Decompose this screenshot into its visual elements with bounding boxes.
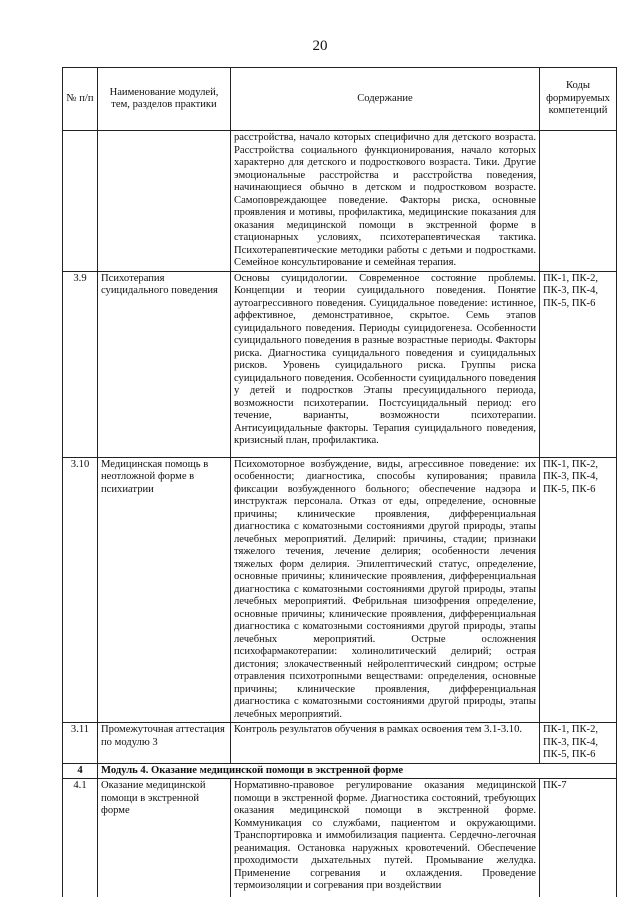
curriculum-table (62, 67, 617, 897)
row-topic: Промежуточная аттестация по модулю 3 (98, 723, 231, 764)
row-content: расстройства, начало которых специфично для детского возраста. Расстройства социального функционирования, начало которых характерно для детского и подросткового возраста. Тики. Другие эмоциональные расстройства и расстройства поведения, начинающиеся обычно в детском и подростковом возрасте. Самоповреждающее поведение. Факторы риска, основные проявления и мотивы, профилактика, медицинские показания для оказания медицинской помощи в экстренной форме в стационарных условиях, психотерапевтическая тактика. Психотерапевтические методики работы с детьми и подростками. Семейное консультирование и семейная терапия. (231, 131, 540, 272)
row-content: Основы суицидологии. Современное состояние проблемы. Концепции и теории суицидального поведения. Понятие аутоагрессивного поведения. Суицидальное поведение: истинное, аффективное, демонстративное, скрытое. Семь этапов суицидального поведения. Периоды суицидогенеза. Особенности суицидального поведения в разные возрастные периоды. Факторы риска. Диагностика суицидального поведения и суицидальных рисков. Уровень суицидального риска. Группы риска суицидального поведения. Особенности суицидального поведения у детей и подростков Этапы пресуицидального периода, возможности психотерапии. Постсуицидальный период: его течение, варианты, возможности психотерапии. Антисуицидальные факторы. Терапия суицидального поведения, кризисный план, профилактика. (231, 271, 540, 457)
page-number: 20 (312, 38, 328, 54)
row-codes: ПК-1, ПК-2, ПК-3, ПК-4, ПК-5, ПК-6 (540, 271, 617, 457)
row-codes: ПК-1, ПК-2, ПК-3, ПК-4, ПК-5, ПК-6 (540, 457, 617, 723)
header-module-name: Наименование модулей, тем, разделов практики (98, 68, 231, 131)
table-header-row (63, 68, 617, 131)
row-number: 3.11 (63, 723, 98, 764)
row-number: 3.10 (63, 457, 98, 723)
row-codes: ПК-1, ПК-2, ПК-3, ПК-4, ПК-5, ПК-6 (540, 723, 617, 764)
row-topic: Психотерапия суицидального поведения (98, 271, 231, 457)
row-content: Нормативно-правовое регулирование оказания медицинской помощи в экстренной форме. Диагностика состояний, требующих оказания медицинской помощи в экстренной форме. Коммуникация со службами, пациентом и окружающими. Транспортировка и иммобилизация пациента. Сердечно-легочная реанимация. Остановка наружных кровотечений. Обеспечение проходимости дыхательных путей. Промывание желудка. Применение согревания и охлаждения. Проведение термоизоляции и согревания при воздействии (231, 779, 540, 898)
module-title: Модуль 4. Оказание медицинской помощи в экстренной форме (98, 763, 617, 779)
row-content: Контроль результатов обучения в рамках освоения тем 3.1-3.10. (231, 723, 540, 764)
row-topic (98, 131, 231, 272)
table-row (63, 457, 617, 723)
header-content: Содержание (231, 68, 540, 131)
module-number: 4 (63, 763, 98, 779)
row-codes (540, 131, 617, 272)
table-row (63, 723, 617, 764)
header-number: № п/п (63, 68, 98, 131)
row-number: 3.9 (63, 271, 98, 457)
header-competency-codes: Коды формируемых компетенций (540, 68, 617, 131)
row-number (63, 131, 98, 272)
row-topic: Медицинская помощь в неотложной форме в психиатрии (98, 457, 231, 723)
row-topic: Оказание медицинской помощи в экстренной форме (98, 779, 231, 898)
table-row (63, 131, 617, 272)
row-codes: ПК-7 (540, 779, 617, 898)
row-number: 4.1 (63, 779, 98, 898)
table-row (63, 779, 617, 898)
table-row (63, 271, 617, 457)
row-content: Психомоторное возбуждение, виды, агрессивное поведение: их особенности; диагностика, способы купирования; правила фиксации возбужденного больного; обеспечение надзора и инструктаж персонала. Отказ от еды, определение, основные причины; клинические проявления, дифференциальная диагностика с коматозными состояниями другой природы, этапы лечебных мероприятий. Делирий: причины, стадии; признаки тяжелого течения, лечение делирия; особенности лечения тяжелых форм делирия. Эпилептический статус, определение, основные причины; клинические проявления, дифференциальная диагностика с коматозными состояниями другой природы, этапы лечебных мероприятий. Фебрильная шизофрения определение, основные причины; клинические проявления, дифференциальная диагностика с коматозными состояниями другой природы, этапы лечебных мероприятий. Острые осложнения психофармакотерапии: холинолитический делирий; острая дистония; злокачественный нейролептический синдром; острые отравления психотропными веществами: определения, основные причины; клинические проявления, дифференциальная диагностика с коматозными состояниями другой природы, этапы лечебных мероприятий. (231, 457, 540, 723)
module-header-row (63, 763, 617, 779)
